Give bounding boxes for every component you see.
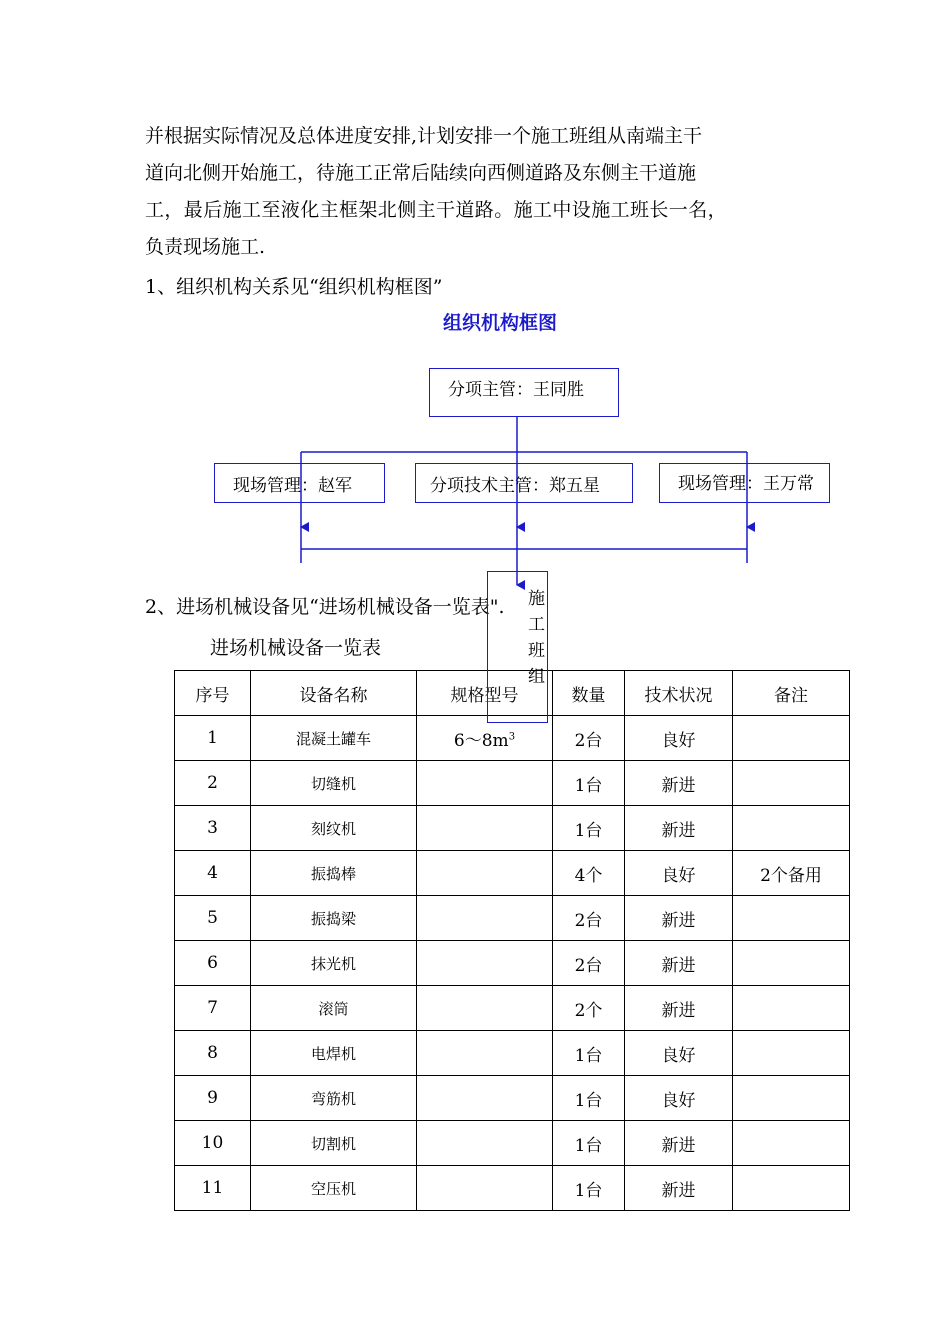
table-row	[175, 1121, 850, 1166]
cell-spec	[417, 761, 553, 806]
table-row	[175, 1076, 850, 1121]
cell-note	[733, 1076, 850, 1121]
cell-equipment-name: 抹光机	[251, 941, 417, 986]
header-cell: 规格型号	[417, 671, 553, 716]
org-chart-title: 组织机构框图	[442, 312, 557, 334]
cell-equipment-name: 电焊机	[251, 1031, 417, 1076]
org-box-label: 分项主管：王同胜	[448, 380, 584, 400]
cell-spec	[417, 1076, 553, 1121]
cell-note	[733, 806, 850, 851]
cell-status: 良好	[625, 1031, 733, 1076]
cell-quantity: 1台	[553, 1031, 625, 1076]
header-cell: 序号	[175, 671, 251, 716]
cell-status: 新进	[625, 806, 733, 851]
table-row	[175, 1166, 850, 1211]
paragraph-line: 道向北侧开始施工，待施工正常后陆续向西侧道路及东侧主干道施	[145, 162, 697, 184]
cell-equipment-name: 弯筋机	[251, 1076, 417, 1121]
cell-no: 5	[175, 896, 251, 941]
cell-status: 新进	[625, 941, 733, 986]
cell-status: 新进	[625, 1121, 733, 1166]
org-box-label: 分项技术主管：郑五星	[430, 476, 600, 496]
cell-no: 6	[175, 941, 251, 986]
org-box-site-manager-right	[659, 463, 830, 503]
cell-spec	[417, 1166, 553, 1211]
paragraph-line: 工，最后施工至液化主框架北侧主干道路。施工中设施工班长一名，	[145, 199, 728, 221]
table-title: 进场机械设备一览表	[210, 637, 382, 659]
cell-quantity: 1台	[553, 1076, 625, 1121]
table-row	[175, 851, 850, 896]
cell-quantity: 2台	[553, 941, 625, 986]
org-box-tech-supervisor	[415, 463, 633, 503]
cell-equipment-name: 滚筒	[251, 986, 417, 1031]
cell-quantity: 1台	[553, 806, 625, 851]
cell-quantity: 2台	[553, 716, 625, 761]
section-2-heading: 2、进场机械设备见“进场机械设备一览表".	[145, 596, 505, 618]
spec-value: 6～8m	[453, 730, 509, 751]
org-box-site-manager-left	[214, 463, 385, 503]
table-row	[175, 896, 850, 941]
cell-no: 10	[175, 1121, 251, 1166]
table-row	[175, 986, 850, 1031]
cell-quantity: 4个	[553, 851, 625, 896]
cell-no: 8	[175, 1031, 251, 1076]
cell-note	[733, 1121, 850, 1166]
cell-equipment-name: 刻纹机	[251, 806, 417, 851]
cell-equipment-name: 切缝机	[251, 761, 417, 806]
table-row	[175, 941, 850, 986]
cell-spec	[417, 1121, 553, 1166]
cell-no: 9	[175, 1076, 251, 1121]
cell-note	[733, 896, 850, 941]
cell-note	[733, 716, 850, 761]
cell-status: 新进	[625, 986, 733, 1031]
cell-note	[733, 941, 850, 986]
cell-status: 良好	[625, 851, 733, 896]
cell-note	[733, 1031, 850, 1076]
org-box-label: 施工班组	[528, 589, 545, 687]
paragraph-line: 负责现场施工.	[145, 236, 266, 258]
cell-no: 3	[175, 806, 251, 851]
org-box-label: 现场管理：赵军	[233, 476, 352, 496]
cell-no: 4	[175, 851, 251, 896]
cell-status: 良好	[625, 1076, 733, 1121]
cell-spec	[417, 806, 553, 851]
cell-note	[733, 986, 850, 1031]
paragraph-line: 并根据实际情况及总体进度安排,计划安排一个施工班组从南端主干	[145, 125, 703, 147]
spec-superscript: 3	[508, 730, 516, 742]
cell-status: 新进	[625, 761, 733, 806]
cell-equipment-name: 振捣棒	[251, 851, 417, 896]
cell-status: 新进	[625, 1166, 733, 1211]
cell-quantity: 2个	[553, 986, 625, 1031]
header-cell: 技术状况	[625, 671, 733, 716]
cell-equipment-name: 切割机	[251, 1121, 417, 1166]
cell-no: 7	[175, 986, 251, 1031]
cell-spec	[417, 986, 553, 1031]
cell-quantity: 1台	[553, 1121, 625, 1166]
cell-note	[733, 1166, 850, 1211]
cell-spec	[417, 851, 553, 896]
table-row	[175, 1031, 850, 1076]
table-row	[175, 761, 850, 806]
org-box-work-team	[487, 571, 548, 723]
cell-no: 1	[175, 716, 251, 761]
cell-spec	[417, 1031, 553, 1076]
section-1-heading: 1、组织机构关系见“组织机构框图”	[145, 276, 443, 298]
cell-spec	[417, 941, 553, 986]
cell-equipment-name: 空压机	[251, 1166, 417, 1211]
org-box-supervisor	[429, 368, 619, 417]
cell-note	[733, 761, 850, 806]
cell-spec	[417, 896, 553, 941]
cell-quantity: 1台	[553, 761, 625, 806]
cell-quantity: 2台	[553, 896, 625, 941]
header-cell: 设备名称	[251, 671, 417, 716]
cell-note: 2个备用	[733, 851, 850, 896]
header-cell: 数量	[553, 671, 625, 716]
cell-status: 良好	[625, 716, 733, 761]
header-cell: 备注	[733, 671, 850, 716]
cell-quantity: 1台	[553, 1166, 625, 1211]
cell-equipment-name: 混凝土罐车	[251, 716, 417, 761]
cell-status: 新进	[625, 896, 733, 941]
equipment-table	[174, 670, 850, 1211]
org-box-label: 现场管理：王万常	[678, 474, 814, 494]
cell-no: 2	[175, 761, 251, 806]
table-row	[175, 806, 850, 851]
cell-no: 11	[175, 1166, 251, 1211]
cell-equipment-name: 振捣梁	[251, 896, 417, 941]
